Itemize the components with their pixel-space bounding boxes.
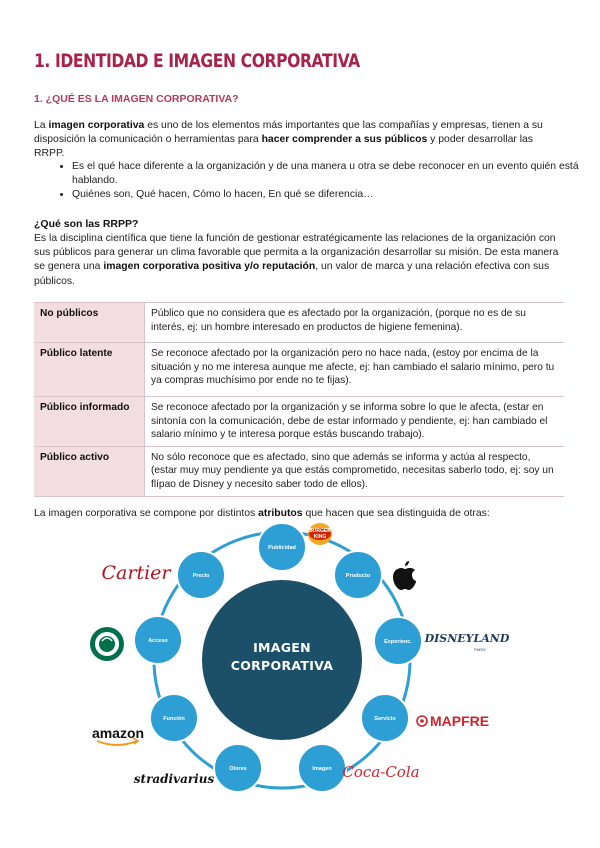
node-label: Olores (229, 766, 247, 772)
node-precio (177, 551, 225, 599)
table-row (34, 343, 564, 397)
node-label: Acceso (148, 638, 168, 644)
node-publicidad (258, 523, 306, 571)
starbucks-logo (90, 627, 124, 661)
svg-text:MAPFRE: MAPFRE (430, 713, 490, 729)
list-item: • Quiénes son, Qué hacen, Cómo lo hacen, En qué se diferencia… (72, 188, 592, 202)
node-label: Imagen (312, 766, 332, 772)
node-olores (214, 744, 262, 792)
svg-text:DISNEYLAND: DISNEYLAND (424, 632, 510, 645)
node-producto (334, 551, 382, 599)
page-title: 1. IDENTIDAD E IMAGEN CORPORATIVA (34, 50, 360, 72)
intro-bullets (34, 160, 592, 203)
table-row (34, 303, 564, 343)
svg-text:Coca-Cola: Coca-Cola (342, 763, 420, 781)
list-item: • Es el qué hace diferente a la organización y de una manera u otra se debe reconocer en un evento quién está hablando. (72, 160, 592, 188)
rrpp-paragraph: Es la disciplina científica que tiene la función de gestionar estratégicamente las relaciones de la organización con sus públicos para generar un clima favorable que permita a la organización desarrollar su misión. De esta manera se genera una imagen corporativa positiva y/o reputación, un valor de marca y una relación efectiva con sus públicos. (34, 233, 559, 287)
table-row (34, 446, 564, 496)
mapfre-logo (417, 713, 489, 729)
stradivarius-logo (134, 772, 215, 786)
public-label: Público activo (34, 446, 145, 496)
svg-text:KING: KING (313, 534, 327, 540)
svg-text:stradivarius: stradivarius (133, 772, 215, 786)
node-label: Precio (192, 573, 210, 579)
intro-paragraph: La imagen corporativa es uno de los elementos más importantes que las compañías y empresas, tienen a su disposición la comunicación o herramientas para hacer comprender a sus públicos y poder desarrollar las RRPP. (34, 120, 543, 160)
public-description: Se reconoce afectado por la organización y se informa sobre lo que le afecta, (estar en sintonía con la comunicación, debe de estar informado y pendiente, ej: han cambiado el salario mínimo y te interesa porque estás buscando trabajo). (145, 397, 565, 447)
public-description: Público que no considera que es afectado por la organización, (porque no es de su interés, ej: un hombre interesado en productos de higiene femenina). (145, 303, 565, 343)
amazon-logo (92, 725, 144, 745)
attributes-diagram (0, 520, 600, 840)
node-label: Producto (345, 573, 371, 579)
section-subtitle: 1. ¿QUÉ ES LA IMAGEN CORPORATIVA? (34, 93, 239, 105)
svg-text:PARIS: PARIS (474, 647, 486, 652)
burger-king-logo (308, 523, 332, 545)
node-experiencia (374, 617, 422, 665)
center-label-line2: CORPORATIVA (230, 658, 334, 673)
node-servicio (361, 694, 409, 742)
cartier-logo (102, 562, 173, 584)
apple-icon (393, 561, 416, 590)
svg-text:BURGER: BURGER (309, 528, 331, 534)
table-row (34, 397, 564, 447)
public-label: No públicos (34, 303, 145, 343)
coca-cola-logo (342, 763, 419, 781)
public-description: Se reconoce afectado por la organización pero no hace nada, (estoy por encima de la situación y no me interesa aunque me afecte, ej: han cambiado el salario mínimo, pero tu ya compras muchísimo por ende no te fijas). (145, 343, 565, 397)
node-label: Publicidad (268, 545, 296, 551)
center-label-line1: IMAGEN (253, 640, 311, 655)
svg-text:amazon: amazon (91, 725, 145, 741)
node-acceso (134, 616, 182, 664)
node-funcion (150, 694, 198, 742)
public-description: No sólo reconoce que es afectado, sino que además se informa y actúa al respecto, (estar muy muy pendiente ya que estás comprometido, necesitas saberlo todo, ej: soy un flípao de Disney y necesito saber todo de ellos). (145, 446, 565, 496)
disneyland-logo (424, 632, 510, 652)
node-label: Función (163, 716, 185, 722)
rrpp-heading: ¿Qué son las RRPP? (34, 218, 139, 230)
public-label: Público informado (34, 397, 145, 447)
node-label: Experienc. (384, 639, 412, 645)
public-label: Público latente (34, 343, 145, 397)
publics-table (34, 302, 564, 497)
node-imagen (298, 744, 346, 792)
attributes-intro: La imagen corporativa se compone por distintos atributos que hacen que sea distinguida de otras: (34, 508, 490, 519)
node-label: Servicio (374, 716, 396, 722)
svg-text:Cartier: Cartier (101, 562, 171, 584)
